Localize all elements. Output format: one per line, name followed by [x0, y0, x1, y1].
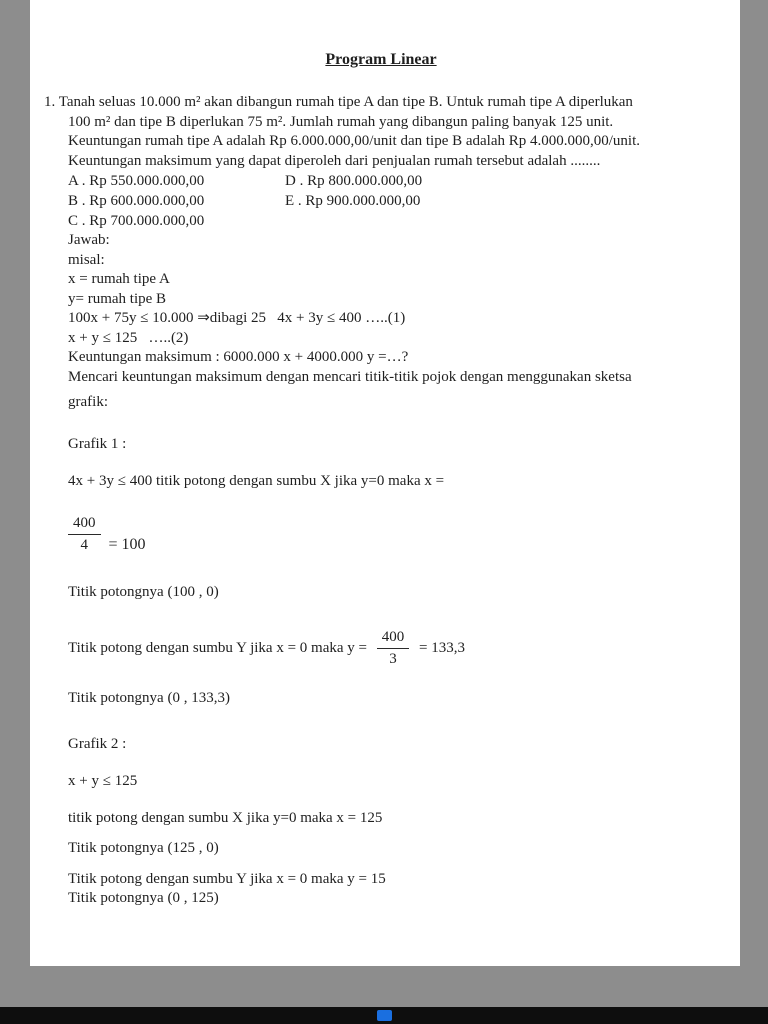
options-row-3 — [44, 211, 718, 231]
graph2-heading: Grafik 2 : — [68, 735, 127, 752]
method-line-1: Mencari keuntungan maksimum dengan mencari titik-titik pojok dengan menggunakan sketsa — [68, 368, 632, 385]
fraction-400-over-4 — [68, 514, 101, 555]
misal-label: misal: — [68, 251, 105, 268]
page-title: Program Linear — [325, 51, 437, 68]
graph1-x-intercept: Titik potongnya (100 , 0) — [68, 583, 219, 600]
method-line-2: grafik: — [68, 394, 108, 410]
equation-1: 100x + 75y ≤ 10.000 ⇒dibagi 25 4x + 3y ≤ 400 …..(1) — [68, 310, 406, 326]
options-row-1 — [44, 171, 718, 191]
definition-y: y= rumah tipe B — [68, 290, 167, 307]
graph1-y-line — [68, 628, 718, 669]
graph1-y-intercept: Titik potongnya (0 , 133,3) — [68, 690, 230, 706]
fraction-numerator: 400 — [377, 628, 410, 649]
equation-2: x + y ≤ 125 …..(2) — [68, 329, 189, 346]
graph2-y-line: Titik potong dengan sumbu Y jika x = 0 maka y = 15 — [68, 870, 386, 887]
question-line-1: 1. Tanah seluas 10.000 m² akan dibangun rumah tipe A dan tipe B. Untuk rumah tipe A diperlukan — [44, 94, 633, 110]
graph2-y-intercept: Titik potongnya (0 , 125) — [68, 890, 219, 906]
fraction-denominator: 3 — [389, 651, 397, 667]
graph2-x-intercept: Titik potongnya (125 , 0) — [68, 840, 219, 856]
option-d: D . Rp 800.000.000,00 — [285, 173, 423, 189]
fraction-denominator: 4 — [80, 536, 88, 553]
option-e: E . Rp 900.000.000,00 — [285, 193, 421, 209]
graph1-y-text: Titik potong dengan sumbu Y jika x = 0 maka y = — [68, 639, 367, 656]
graph2-constraint: x + y ≤ 125 — [68, 773, 138, 789]
question-line-4: Keuntungan maksimum yang dapat diperoleh dari penjualan rumah tersebut adalah ........ — [68, 152, 601, 169]
profit-function: Keuntungan maksimum : 6000.000 x + 4000.000 y =…? — [68, 349, 409, 365]
viewer-toolbar — [0, 1007, 768, 1024]
fraction-numerator: 400 — [68, 514, 101, 535]
fraction-400-over-3 — [377, 628, 410, 669]
fraction-result: = 133,3 — [419, 639, 465, 656]
answer-label: Jawab: — [68, 232, 110, 248]
graph1-intro: 4x + 3y ≤ 400 titik potong dengan sumbu X jika y=0 maka x = — [68, 473, 445, 489]
option-b: B . Rp 600.000.000,00 — [68, 193, 205, 209]
option-a: A . Rp 550.000.000,00 — [68, 173, 205, 189]
fraction-result: = 100 — [108, 535, 146, 553]
document-page — [30, 0, 740, 966]
question-line-2: 100 m² dan tipe B diperlukan 75 m². Jumlah rumah yang dibangun paling banyak 125 unit. — [68, 113, 614, 130]
graph1-heading: Grafik 1 : — [68, 435, 127, 452]
graph2-x-line: titik potong dengan sumbu X jika y=0 maka x = 125 — [68, 809, 383, 826]
toolbar-accent-button[interactable] — [377, 1010, 392, 1021]
option-c: C . Rp 700.000.000,00 — [68, 213, 205, 229]
definition-x: x = rumah tipe A — [68, 271, 170, 287]
options-row-2 — [44, 191, 718, 211]
graph1-x-fraction — [68, 514, 718, 555]
question-line-3: Keuntungan rumah tipe A adalah Rp 6.000.000,00/unit dan tipe B adalah Rp 4.000.000,00/unit. — [68, 133, 641, 149]
